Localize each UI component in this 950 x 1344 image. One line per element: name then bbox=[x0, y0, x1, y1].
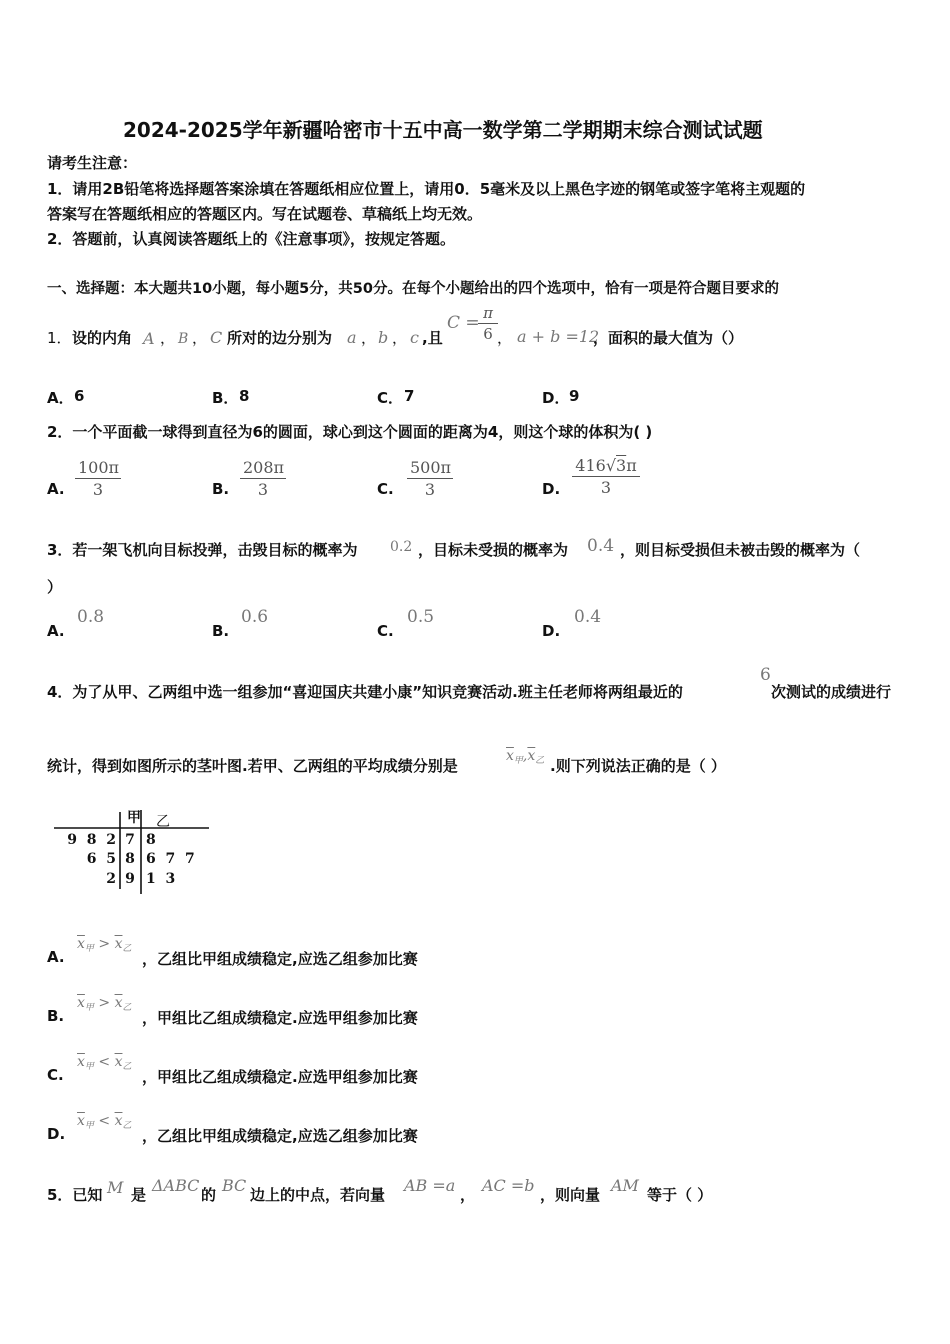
stem-leaf-left: 6 5 bbox=[86, 851, 116, 867]
question-text: ， bbox=[460, 1186, 476, 1204]
stem-leaf-right: 8 bbox=[146, 832, 156, 848]
option-label[interactable]: C. bbox=[47, 1066, 64, 1084]
option-label[interactable]: A. bbox=[47, 948, 65, 966]
math-num: 0.4 bbox=[587, 536, 615, 556]
option-label[interactable]: B. bbox=[212, 480, 230, 498]
sqrt-icon: √ bbox=[605, 456, 617, 475]
option-label[interactable]: D. bbox=[542, 480, 561, 498]
question-text: ,且 bbox=[422, 329, 443, 347]
math-var: M bbox=[107, 1178, 124, 1197]
option-label[interactable]: B． bbox=[212, 389, 239, 407]
option-text: ，甲组比乙组成绩稳定.应选甲组参加比赛 bbox=[142, 1068, 418, 1086]
question-text: .则下列说法正确的是（ ） bbox=[550, 757, 726, 775]
math-num: 6 bbox=[760, 665, 771, 685]
option-label[interactable]: D. bbox=[47, 1125, 66, 1143]
stem-leaf-header-left: 甲 bbox=[127, 810, 141, 826]
notice-item-1-cont: 答案写在答题纸相应的答题区内。写在试题卷、草稿纸上均无效。 bbox=[47, 205, 483, 223]
math-var: ΔABC bbox=[152, 1176, 200, 1195]
option-value: 6 bbox=[74, 387, 85, 405]
fraction: 100π 3 bbox=[75, 458, 121, 499]
fraction: 500π 3 bbox=[407, 458, 453, 499]
option-label[interactable]: C. bbox=[377, 622, 394, 640]
option-text: ，甲组比乙组成绩稳定.应选甲组参加比赛 bbox=[142, 1009, 418, 1027]
stem-leaf-stem: 9 bbox=[125, 871, 135, 887]
stem-leaf-header-right: 乙 bbox=[156, 814, 170, 830]
question-text: 3．若一架飞机向目标投弹，击毁目标的概率为 bbox=[47, 541, 358, 559]
option-label[interactable]: C. bbox=[377, 480, 394, 498]
option-label[interactable]: D． bbox=[542, 389, 570, 407]
option-label[interactable]: C． bbox=[377, 389, 404, 407]
option-value: 0.5 bbox=[407, 607, 435, 627]
question-text: 设的内角 bbox=[72, 329, 133, 347]
question-text: ，则目标受损但未被击毁的概率为（ bbox=[620, 541, 861, 559]
option-label[interactable]: D. bbox=[542, 622, 561, 640]
notice-heading: 请考生注意： bbox=[47, 154, 138, 172]
stem-leaf-right: 6 7 7 bbox=[146, 851, 195, 867]
stem-leaf-stem: 8 bbox=[125, 851, 135, 867]
stem-leaf-right: 1 3 bbox=[146, 871, 176, 887]
option-value: 9 bbox=[569, 387, 580, 405]
option-value: 0.8 bbox=[77, 607, 105, 627]
math-expr: AB =a bbox=[404, 1176, 456, 1195]
math-var: C bbox=[210, 328, 223, 347]
question-text: ，面积的最大值为（） bbox=[593, 329, 744, 347]
math-num: 0.2 bbox=[390, 539, 413, 555]
math-compare: $\overline{x}_甲 < \overline{x}_乙$ bbox=[77, 1054, 132, 1072]
math-expr: a + b =12 bbox=[517, 327, 600, 346]
math-expr: C = bbox=[447, 313, 480, 333]
option-label[interactable]: A. bbox=[47, 622, 65, 640]
question-2: 2．一个平面截一球得到直径为6的圆面，球心到这个圆面的距离为4，则这个球的体积为( ) bbox=[47, 423, 653, 441]
section-heading: 一、选择题：本大题共10小题，每小题5分，共50分。在每个小题给出的四个选项中，恰有一项是符合题目要求的 bbox=[47, 281, 779, 297]
question-text: 等于（ ） bbox=[647, 1186, 713, 1204]
option-value: 8 bbox=[239, 387, 250, 405]
notice-item-2: 2．答题前，认真阅读答题纸上的《注意事项》，按规定答题。 bbox=[47, 230, 455, 248]
option-value: 0.4 bbox=[574, 607, 602, 627]
question-text: ，目标未受损的概率为 bbox=[418, 541, 569, 559]
question-text: 次测试的成绩进行 bbox=[771, 683, 892, 701]
fraction: π 6 bbox=[478, 304, 498, 343]
notice-item-1: 1．请用2B铅笔将选择题答案涂填在答题纸相应位置上，请用0．5毫米及以上黑色字迹的钢笔或签字笔将主观题的 bbox=[47, 180, 806, 198]
math-expr: AC =b bbox=[482, 1176, 535, 1195]
option-label[interactable]: B. bbox=[212, 622, 230, 640]
math-var: A bbox=[143, 329, 155, 348]
question-text: 5．已知 bbox=[47, 1186, 103, 1204]
question-text: 的 bbox=[201, 1186, 217, 1204]
option-text: ，乙组比甲组成绩稳定,应选乙组参加比赛 bbox=[142, 1127, 418, 1145]
option-text: ，乙组比甲组成绩稳定,应选乙组参加比赛 bbox=[142, 950, 418, 968]
option-label[interactable]: A． bbox=[47, 389, 74, 407]
math-var: c bbox=[410, 328, 419, 347]
page-title: 2024-2025学年新疆哈密市十五中高一数学第二学期期末综合测试试题 bbox=[123, 118, 763, 142]
math-compare: $\overline{x}_甲 > \overline{x}_乙$ bbox=[77, 995, 132, 1013]
question-text: 是 bbox=[131, 1186, 147, 1204]
question-text: ，则向量 bbox=[540, 1186, 601, 1204]
stem-leaf-stem: 7 bbox=[125, 832, 135, 848]
option-value: 0.6 bbox=[241, 607, 269, 627]
question-text: ） bbox=[47, 578, 63, 596]
stem-leaf-left: 2 bbox=[106, 871, 116, 887]
question-text: 统计，得到如图所示的茎叶图.若甲、乙两组的平均成绩分别是 bbox=[47, 757, 458, 775]
math-var: b bbox=[378, 328, 389, 347]
option-label[interactable]: A. bbox=[47, 480, 65, 498]
question-text: 所对的边分别为 bbox=[227, 329, 333, 347]
option-label[interactable]: B. bbox=[47, 1007, 65, 1025]
math-var: BC bbox=[222, 1176, 247, 1195]
math-compare: $\overline{x}_甲 > \overline{x}_乙$ bbox=[77, 936, 132, 954]
math-var: B bbox=[178, 331, 189, 347]
math-var: $\overline{x}_甲,\overline{x}_乙$ bbox=[506, 748, 545, 766]
option-value: 7 bbox=[404, 387, 415, 405]
math-compare: $\overline{x}_甲 < \overline{x}_乙$ bbox=[77, 1113, 132, 1131]
math-var: AM bbox=[611, 1176, 639, 1195]
fraction: 416√3π 3 bbox=[572, 456, 640, 497]
question-text: 边上的中点，若向量 bbox=[250, 1186, 386, 1204]
math-var: a bbox=[347, 328, 357, 347]
stem-leaf-left: 9 8 2 bbox=[67, 832, 116, 848]
fraction: 208π 3 bbox=[240, 458, 286, 499]
question-number: 1． bbox=[47, 329, 72, 347]
question-text: 4．为了从甲、乙两组中选一组参加“喜迎国庆共建小康”知识竞赛活动.班主任老师将两组最近的 bbox=[47, 683, 683, 701]
stem-leaf-plot bbox=[52, 806, 212, 898]
